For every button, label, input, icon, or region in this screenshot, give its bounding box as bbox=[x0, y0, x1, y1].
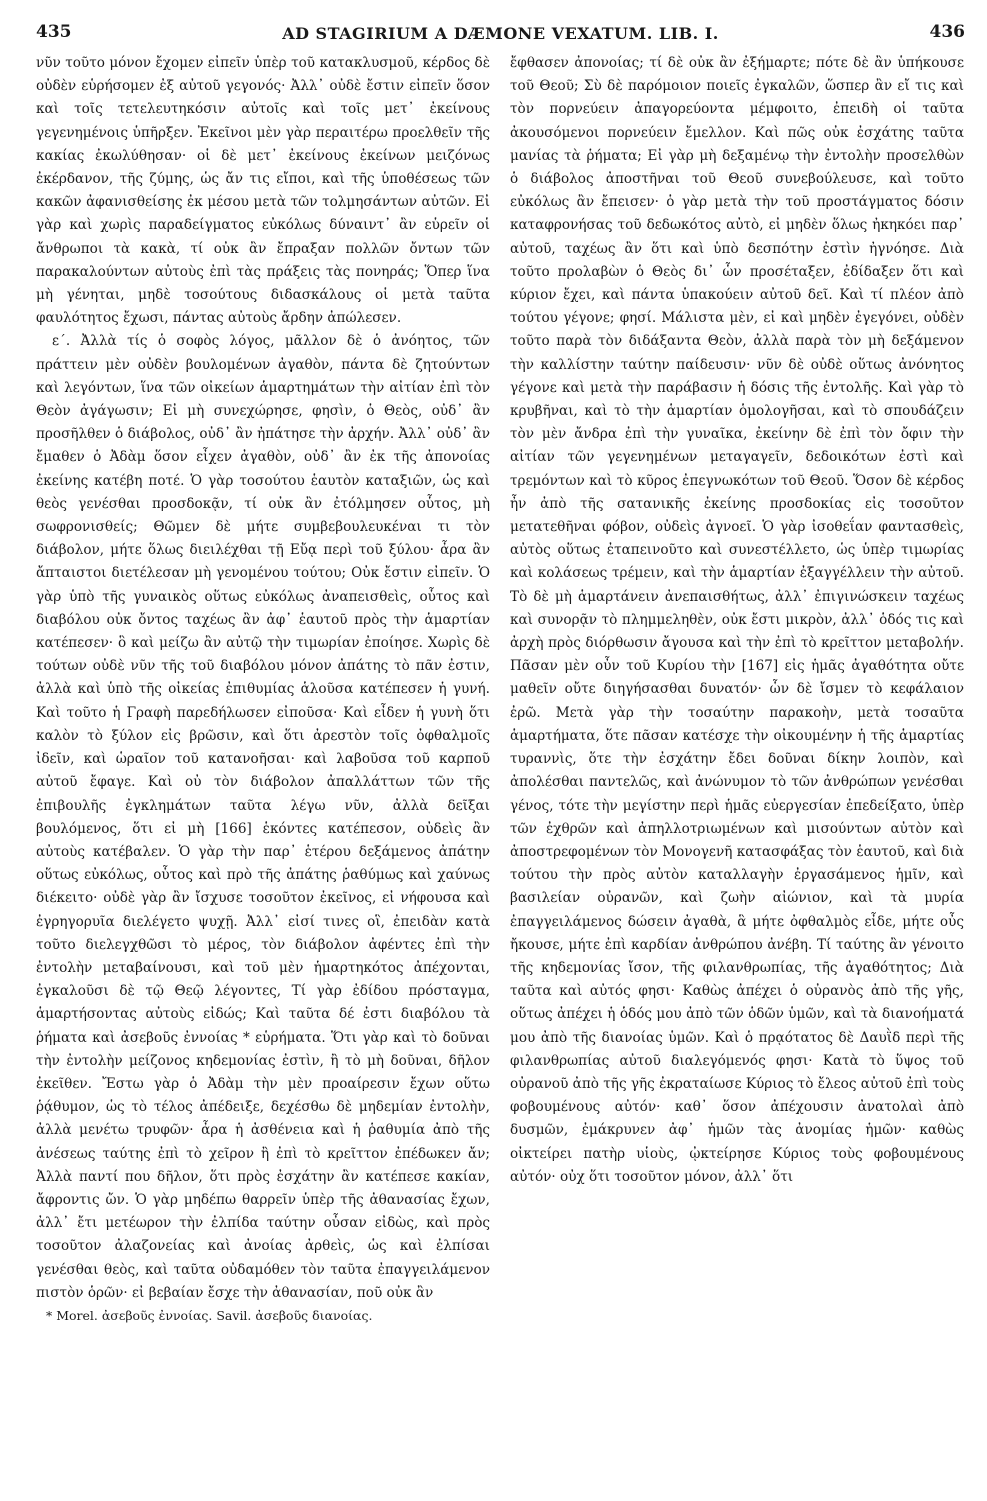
left-paragraph-2: ε΄. Ἀλλὰ τίς ὁ σοφὸς λόγος, μᾶλλον δὲ ὁ ἀνόητος, τῶν πράττειν μὲν οὐδὲν βουλομένων ἀγαθὸν, πάντα δὲ ζητούντων καὶ λεγόντων, ἵνα τῶν οἰκείων ἁμαρτημάτων τὴν αἰτίαν ἐπὶ τὸν Θεὸν ἀγάγωσιν; Εἰ μὴ συνεχώρησε, φησὶν, ὁ Θεὸς, οὐδ᾽ ἂν προσῆλθεν ὁ διάβολος, οὐδ᾽ ἂν ἠπάτησε τὴν ἀρχήν. Ἀλλ᾽ οὐδ᾽ ἂν ἔμαθεν ὁ Ἀδὰμ ὅσον εἶχεν ἀγαθὸν, οὐδ᾽ ἂν ἐκ τῆς ἀπονοίας ἐκείνης κατέβη ποτέ. Ὁ γὰρ τοσούτου ἑαυτὸν καταξιῶν, ὡς καὶ θεὸς γενέσθαι προσδοκᾷν, τί οὐκ ἂν ἐτόλμησεν οὗτος, μὴ σωφρονισθείς; Θῶμεν δὲ μήτε συμβεβουλευκέναι τι τὸν διάβολον, μήτε ὅλως διειλέχθαι τῇ Εὔᾳ περὶ τοῦ ξύλου· ἆρα ἂν ἄπταιστοι διετέλεσαν μὴ γενομένου τούτου; Οὐκ ἔστιν εἰπεῖν. Ὁ γὰρ ὑπὸ τῆς γυναικὸς οὕτως εὐκόλως ἀναπεισθεὶς, οὗτος καὶ διαβόλου οὐκ ὄντος ταχέως ἂν ἀφ᾽ ἑαυτοῦ πρὸς τὴν ἁμαρτίαν κατέπεσεν· ὃ καὶ μείζω ἂν αὐτῷ τὴν τιμωρίαν ἐποίησε. Χωρὶς δὲ τούτων οὐδὲ νῦν τῆς τοῦ διαβόλου μόνον ἀπάτης τὸ πᾶν ἐστιν, ἀλλὰ καὶ ὑπὸ τῆς οἰκείας ἐπιθυμίας ἁλοῦσα κατέπεσεν ἡ γυνή. Καὶ τοῦτο ἡ Γραφὴ παρεδήλωσεν εἰποῦσα· Καὶ εἶδεν ἡ γυνὴ ὅτι καλὸν τὸ ξύλον εἰς βρῶσιν, καὶ ὅτι ἀρεστὸν τοῖς ὀφθαλμοῖς ἰδεῖν, καὶ ὡραῖον τοῦ κατανοῆσαι· καὶ λαβοῦσα τοῦ καρποῦ αὐτοῦ ἔφαγε. Καὶ οὐ τὸν διάβολον ἀπαλλάττων τῶν τῆς ἐπιβουλῆς ἐγκλημάτων ταῦτα λέγω νῦν, ἀλλὰ δεῖξαι βουλόμενος, ὅτι εἰ μὴ [166] ἑκόντες κατέπεσον, οὐδεὶς ἂν αὐτοὺς κατέβαλεν. Ὁ γὰρ τὴν παρ᾽ ἑτέρου δεξάμενος ἀπάτην οὕτως εὐκόλως, οὗτος καὶ πρὸ τῆς ἀπάτης ῥαθύμως καὶ χαύνως διέκειτο· οὐδὲ γὰρ ἂν ἴσχυσε τοσοῦτον ἐκεῖνος, εἰ νήφουσα καὶ ἐγρηγορυῖα διελέγετο ψυχῇ. Ἀλλ᾽ εἰσί τινες οἳ, ἐπειδὰν κατὰ τοῦτο διελεγχθῶσι τὸ μέρος, τὸν διάβολον ἀφέντες ἐπὶ τὴν ἐντολὴν μεταβαίνουσι, καὶ τοῦ μὲν ἡμαρτηκότος ἀπέχονται, ἐγκαλοῦσι δὲ τῷ Θεῷ λέγοντες, Τί γὰρ ἐδίδου πρόσταγμα, ἁμαρτήσοντας αὐτοὺς εἰδώς; Καὶ ταῦτα δέ ἐστι διαβόλου τὰ ῥήματα καὶ ἀσεβοῦς ἐννοίας * εὑρήματα. Ὅτι γὰρ καὶ τὸ δοῦναι τὴν ἐντολὴν μείζονος κηδεμονίας ἐστὶν, ἢ τὸ μὴ δοῦναι, δῆλον ἐκεῖθεν. Ἔστω γὰρ ὁ Ἀδὰμ τὴν μὲν προαίρεσιν ἔχων οὕτω ῥᾴθυμον, ὡς τὸ τέλος ἀπέδειξε, δεχέσθω δὲ μηδεμίαν ἐντολὴν, ἀλλὰ μενέτω τρυφῶν· ἆρα ἡ ἀσθένεια καὶ ἡ ῥαθυμία ἀπὸ τῆς ἀνέσεως ταύτης ἐπὶ τὸ χεῖρον ἢ ἐπὶ τὸ κρεῖττον ἐπέδωκεν ἄν; Ἀλλὰ παντί που δῆλον, ὅτι πρὸς ἐσχάτην ἂν κατέπεσε κακίαν, ἄφροντις ὤν. Ὁ γὰρ μηδέπω θαρρεῖν ὑπὲρ τῆς ἀθανασίας ἔχων, ἀλλ᾽ ἔτι μετέωρον τὴν ἐλπίδα ταύτην οὖσαν εἰδὼς, καὶ πρὸς τοσοῦτον ἀλαζονείας καὶ ἀνοίας ἀρθεὶς, ὡς καὶ ἐλπίσαι γενέσθαι θεὸς, καὶ ταῦτα οὐδαμόθεν τὸν ταῦτα ἐπαγγειλάμενον πιστὸν ὁρῶν· εἰ βεβαίαν ἔσχε τὴν ἀθανασίαν, ποῦ οὐκ ἂν bbox=[36, 333, 490, 1301]
footnote: * Morel. ἀσεβοῦς ἐννοίας. Savil. ἀσεβοῦς διανοίας. bbox=[46, 1307, 373, 1323]
text-columns bbox=[36, 52, 965, 1325]
page-number-right: 436 bbox=[929, 22, 965, 42]
right-paragraph-1: ἔφθασεν ἀπονοίας; τί δὲ οὐκ ἂν ἐξήμαρτε; πότε δὲ ἂν ὑπήκουσε τοῦ Θεοῦ; Σὺ δὲ παρόμοιον ποιεῖς ἐγκαλῶν, ὥσπερ ἂν εἴ τις καὶ τὸν πορνεύειν ἀπαγορεύοντα μέμφοιτο, ἐπειδὴ οἱ ταῦτα ἀκουσόμενοι πορνεύειν ἔμελλον. Καὶ πῶς οὐκ ἐσχάτης ταῦτα μανίας τὰ ῥήματα; Εἰ γὰρ μὴ δεξαμένῳ τὴν ἐντολὴν προσελθὼν ὁ διάβολος ἀποστῆναι τοῦ Θεοῦ συνεβούλευσε, καὶ τοῦτο εὐκόλως ἂν ἔπεισεν· ὁ γὰρ μετὰ τὴν τοῦ προστάγματος δόσιν καταφρονήσας τοῦ δεδωκότος αὐτὸ, εἰ μηδὲν ὅλως ἠκηκόει παρ᾽ αὐτοῦ, ταχέως ἂν ὅτι καὶ ὑπὸ δεσπότην ἐστὶν ἠγνόησε. Διὰ τοῦτο προλαβὼν ὁ Θεὸς δι᾽ ὧν προσέταξεν, ἐδίδαξεν ὅτι καὶ κύριον ἔχει, καὶ πάντα ὑπακούειν αὐτοῦ δεῖ. Καὶ τί πλέον ἀπὸ τούτου γέγονε; φησί. Μάλιστα μὲν, εἰ καὶ μηδὲν ἐγεγόνει, οὐδὲν τοῦτο παρὰ τὸν διδάξαντα Θεὸν, ἀλλὰ παρὰ τὸν μὴ δεξάμενον τὴν καλλίστην ταύτην παίδευσιν· νῦν δὲ οὐδὲ οὕτως ἀνόνητος γέγονε καὶ μετὰ τὴν παράβασιν ἡ δόσις τῆς ἐντολῆς. Καὶ γὰρ τὸ κρυβῆναι, καὶ τὸ τὴν ἁμαρτίαν ὁμολογῆσαι, καὶ τὸ σπουδάζειν τὸν μὲν ἄνδρα ἐπὶ τὴν γυναῖκα, ἐκείνην δὲ ἐπὶ τὸν ὄφιν τὴν αἰτίαν τῶν γεγενημένων μεταγαγεῖν, δεδοικότων ἐστὶ καὶ τρεμόντων καὶ τὸ κῦρος ἐπεγνωκότων τοῦ Θεοῦ. Ὅσον δὲ κέρδος ἦν ἀπὸ τῆς σατανικῆς ἐκείνης προσδοκίας εἰς τοσοῦτον μετατεθῆναι φόβον, οὐδεὶς ἀγνοεῖ. Ὁ γὰρ ἰσοθεΐαν φαντασθεὶς, αὐτὸς οὕτως ἐταπεινοῦτο καὶ συνεστέλλετο, ὡς ὑπὲρ τιμωρίας καὶ κολάσεως τρέμειν, καὶ τὴν ἁμαρτίαν ἐξαγγέλλειν τὴν αὐτοῦ. Τὸ δὲ μὴ ἁμαρτάνειν ἀνεπαισθήτως, ἀλλ᾽ ἐπιγινώσκειν ταχέως καὶ συνορᾷν τὸ πλημμεληθὲν, οὐκ ἔστι μικρὸν, ἀλλ᾽ ὁδός τις καὶ ἀρχὴ πρὸς διόρθωσιν ἄγουσα καὶ τὴν ἐπὶ τὸ κρεῖττον μεταβολήν. Πᾶσαν μὲν οὖν τοῦ Κυρίου τὴν [167] εἰς ἡμᾶς ἀγαθότητα οὔτε μαθεῖν οὔτε διηγήσασθαι δυνατόν· ὧν δὲ ἴσμεν τὸ κεφάλαιον ἐρῶ. Μετὰ γὰρ τὴν τοσαύτην παρακοὴν, μετὰ τοσαῦτα ἁμαρτήματα, ὅτε πᾶσαν κατέσχε τὴν οἰκουμένην ἡ τῆς ἁμαρτίας τυραννὶς, ὅτε τὴν ἐσχάτην ἔδει δοῦναι δίκην λοιπὸν, καὶ ἀπολέσθαι παντελῶς, καὶ ἀνώνυμον τὸ τῶν ἀνθρώπων γενέσθαι γένος, τότε τὴν μεγίστην περὶ ἡμᾶς εὐεργεσίαν ἐπεδείξατο, ὑπὲρ τῶν ἐχθρῶν καὶ ἀπηλλοτριωμένων καὶ μισούντων αὐτὸν καὶ ἀποστρεφομένων τὸν Μονογενῆ κατασφάξας τὸν ἑαυτοῦ, καὶ διὰ τούτου τὴν πρὸς αὐτὸν καταλλαγὴν ἐργασάμενος ἡμῖν, καὶ βασιλείαν οὐρανῶν, καὶ ζωὴν αἰώνιον, καὶ τὰ μυρία ἐπαγγειλάμενος δώσειν ἀγαθὰ, ἃ μήτε ὀφθαλμὸς εἶδε, μήτε οὖς ἤκουσε, μήτε ἐπὶ καρδίαν ἀνθρώπου ἀνέβη. Τί ταύτης ἂν γένοιτο τῆς κηδεμονίας ἴσον, τῆς φιλανθρωπίας, τῆς ἀγαθότητος; Διὰ ταῦτα καὶ αὐτός φησι· Καθὼς ἀπέχει ὁ οὐρανὸς ἀπὸ τῆς γῆς, οὕτως ἀπέχει ἡ ὁδός μου ἀπὸ τῶν ὁδῶν ὑμῶν, καὶ τὰ διανοήματά μου ἀπὸ τῆς διανοίας ὑμῶν. Καὶ ὁ πρᾳότατος δὲ Δαυῒδ περὶ τῆς φιλανθρωπίας αὐτοῦ διαλεγόμενός φησι· Κατὰ τὸ ὕψος τοῦ οὐρανοῦ ἀπὸ τῆς γῆς ἐκραταίωσε Κύριος τὸ ἔλεος αὐτοῦ ἐπὶ τοὺς φοβουμένους αὐτόν· καθ᾽ ὅσον ἀπέχουσιν ἀνατολαὶ ἀπὸ δυσμῶν, ἐμάκρυνεν ἀφ᾽ ἡμῶν τὰς ἀνομίας ἡμῶν· καθὼς οἰκτείρει πατὴρ υἱοὺς, ᾠκτείρησε Κύριος τοὺς φοβουμένους αὐτόν· οὐχ ὅτι τοσοῦτον μόνον, ἀλλ᾽ ὅτι bbox=[510, 55, 964, 1185]
left-paragraph-1: νῦν τοῦτο μόνον ἔχομεν εἰπεῖν ὑπὲρ τοῦ κατακλυσμοῦ, κέρδος δὲ οὐδὲν εὑρήσομεν ἐξ αὐτοῦ γεγονός· Ἀλλ᾽ οὐδὲ ἔστιν εἰπεῖν ὅσον καὶ τοῖς τετελευτηκόσιν αὐτοῖς καὶ τοῖς μετ᾽ ἐκείνους γεγενημένοις ὑπῆρξεν. Ἐκεῖνοι μὲν γὰρ περαιτέρω προελθεῖν τῆς κακίας ἐκωλύθησαν· οἱ δὲ μετ᾽ ἐκείνους ἐκείνων μειζόνως ἐκέρδανον, τῆς ζύμης, ὡς ἄν τις εἴποι, καὶ τῆς ὑποθέσεως τῶν κακῶν ἀφανισθείσης ἐκ μέσου μετὰ τῶν τολμησάντων αὐτῶν. Εἰ γὰρ καὶ χωρὶς παραδείγματος εὐκόλως δύναιντ᾽ ἂν εὑρεῖν οἱ ἄνθρωποι τὰ κακὰ, τί οὐκ ἂν ἔπραξαν πολλῶν ὄντων τῶν παρακαλούντων αὐτοὺς ἐπὶ τὰς πράξεις τὰς πονηράς; Ὅπερ ἵνα μὴ γένηται, μηδὲ τοσούτους διδασκάλους οἱ μετὰ ταῦτα φαυλότητος ἔχωσι, πάντας αὐτοὺς ἄρδην ἀπώλεσεν. bbox=[36, 55, 490, 327]
page-header bbox=[36, 18, 965, 52]
right-column bbox=[510, 52, 964, 1325]
running-head: AD STAGIRIUM A DÆMONE VEXATUM. LIB. I. bbox=[282, 24, 719, 43]
page-number-left: 435 bbox=[36, 22, 72, 42]
left-column bbox=[36, 52, 490, 1325]
